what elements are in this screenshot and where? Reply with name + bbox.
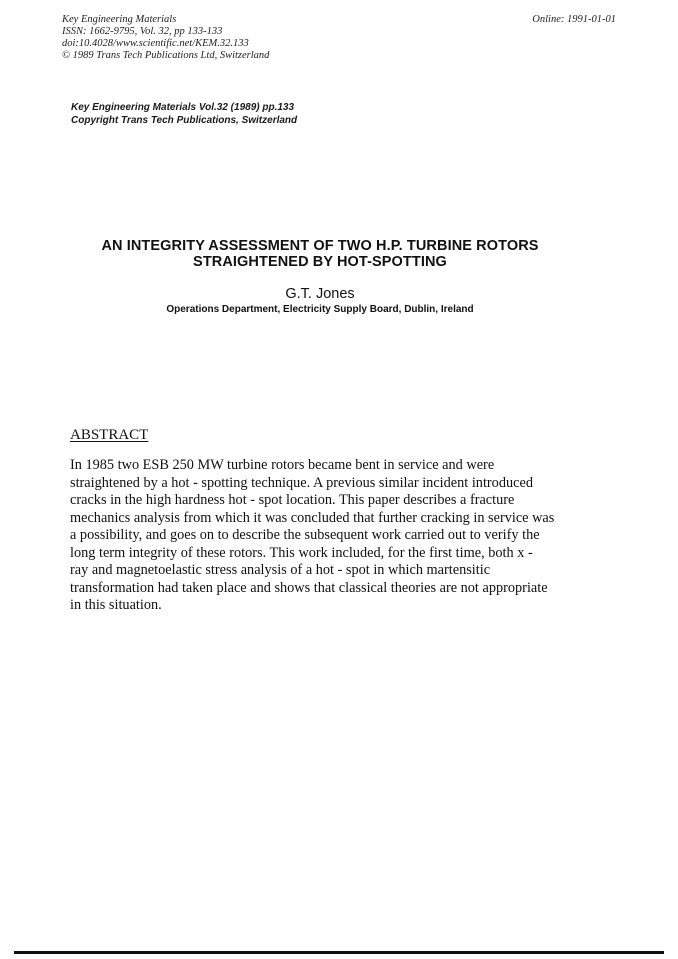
- journal-citation-block: [71, 101, 297, 127]
- abstract-line: ray and magnetoelastic stress analysis of a hot - spot in which martensitic: [70, 562, 491, 578]
- online-date: Online: 1991-01-01: [532, 14, 616, 25]
- abstract-line: straightened by a hot - spotting technique. A previous similar incident introduced: [70, 474, 533, 491]
- abstract-line: transformation had taken place and shows that classical theories are not appropriate: [70, 579, 548, 596]
- abstract-line: In 1985 two ESB 250 MW turbine rotors became bent in service and were: [70, 457, 495, 473]
- abstract-line: a possibility, and goes on to describe the subsequent work carried out to verify the: [70, 527, 540, 543]
- abstract-line: in this situation.: [70, 597, 162, 613]
- title-line-2: STRAIGHTENED BY HOT-SPOTTING: [193, 254, 447, 270]
- abstract-body: [70, 457, 590, 615]
- title-line-1: AN INTEGRITY ASSESSMENT OF TWO H.P. TURBINE ROTORS: [101, 238, 539, 254]
- doi-line[interactable]: doi:10.4028/www.scientific.net/KEM.32.133: [62, 38, 249, 49]
- journal-citation: Key Engineering Materials Vol.32 (1989) pp.133: [71, 102, 295, 113]
- journal-name: Key Engineering Materials: [62, 14, 177, 25]
- author-name: G.T. Jones: [285, 286, 355, 302]
- author-affiliation: Operations Department, Electricity Supply Board, Dublin, Ireland: [166, 304, 474, 315]
- abstract-line: cracks in the high hardness hot - spot location. This paper describes a fracture: [70, 492, 515, 508]
- issn-line: ISSN: 1662-9795, Vol. 32, pp 133-133: [62, 26, 223, 37]
- copyright-line: © 1989 Trans Tech Publications Ltd, Switzerland: [62, 50, 270, 61]
- publication-metadata: [62, 14, 269, 62]
- abstract-heading: ABSTRACT: [70, 427, 149, 443]
- abstract-line: long term integrity of these rotors. This work included, for the first time, both x -: [70, 544, 533, 561]
- page-bottom-rule: [14, 951, 664, 954]
- abstract-line: mechanics analysis from which it was concluded that further cracking in service was: [70, 509, 555, 526]
- paper-title: [40, 238, 600, 270]
- journal-copyright: Copyright Trans Tech Publications, Switzerland: [71, 115, 298, 126]
